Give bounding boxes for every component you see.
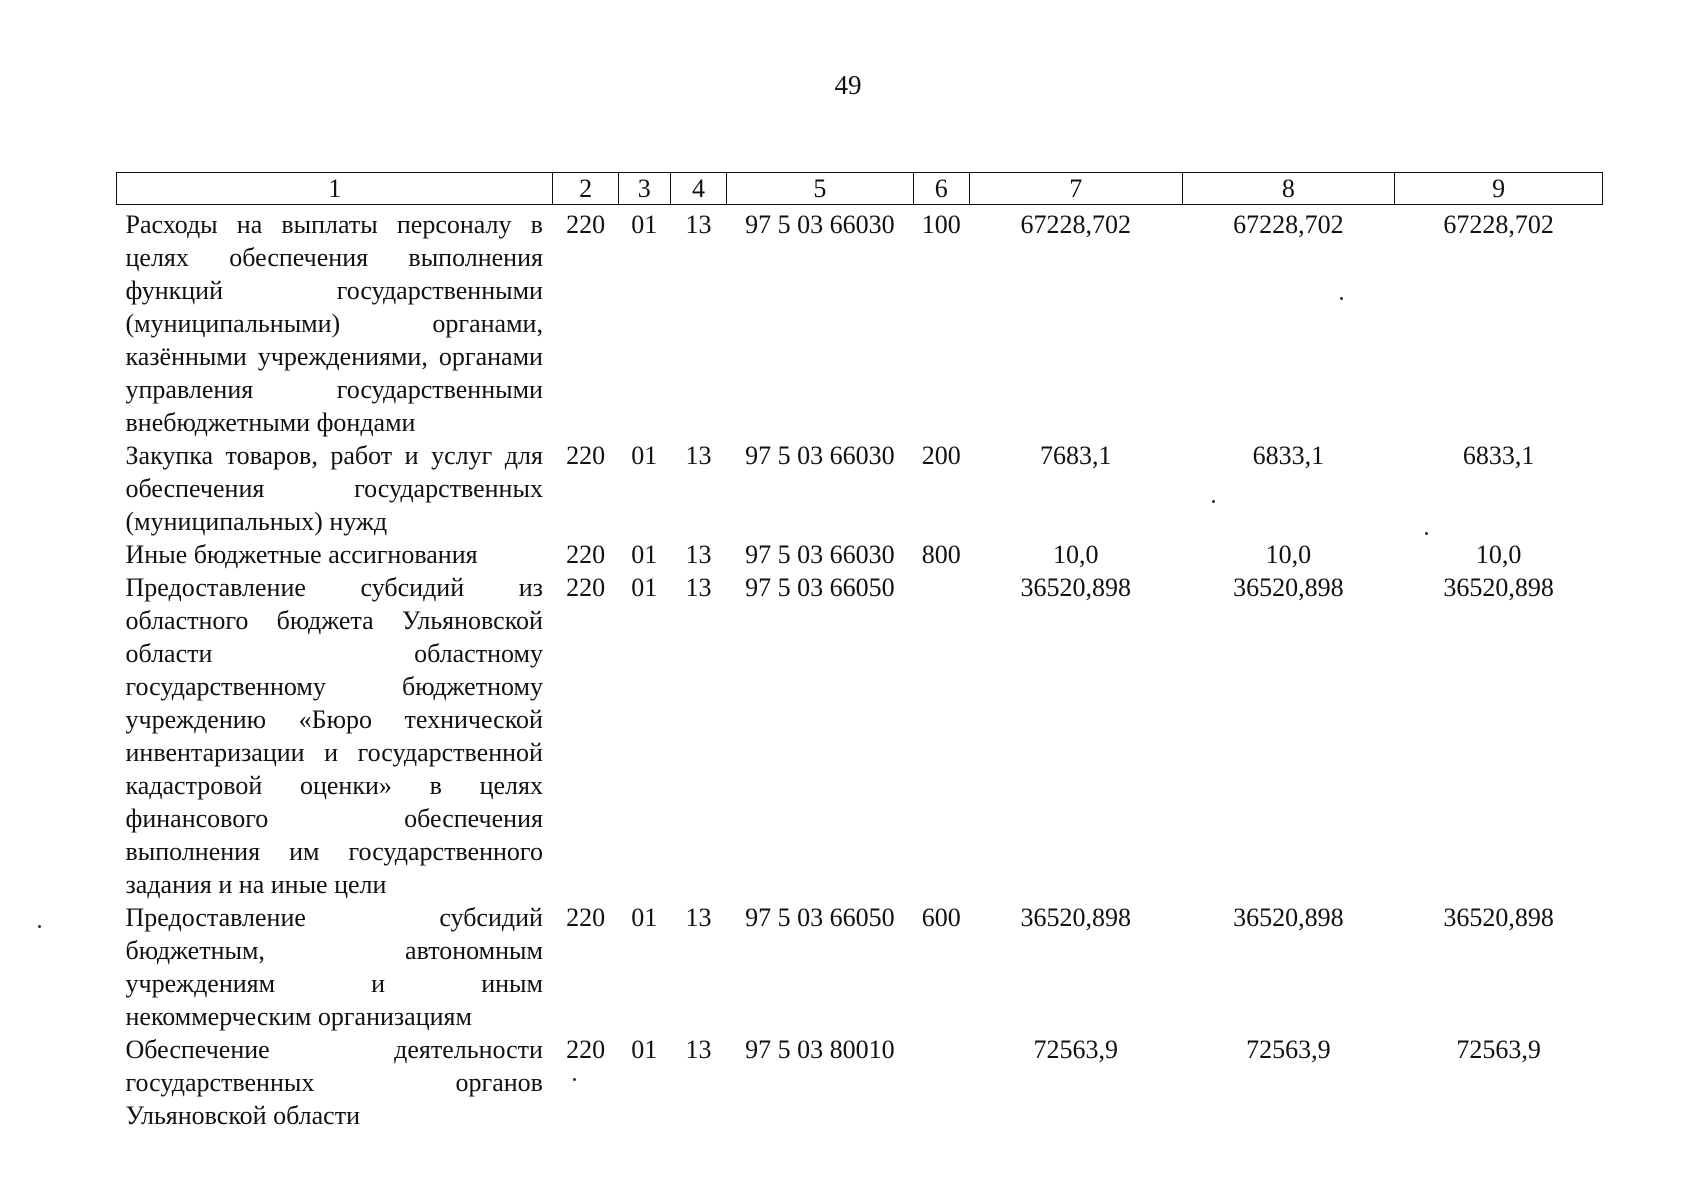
column-header-3: 3	[618, 173, 670, 205]
scan-speck	[1212, 500, 1215, 503]
cell-col8: 36520,898	[1233, 573, 1344, 602]
cell-col6: 800	[921, 540, 961, 569]
column-header-4: 4	[670, 173, 726, 205]
cell-col3: 01	[631, 441, 658, 470]
table-body	[117, 205, 1603, 1133]
row-name: Обеспечение деятельности государственных органов Ульяновской области	[125, 1035, 543, 1130]
cell-col4: 13	[685, 210, 712, 239]
cell-col5: 97 5 03 66050	[745, 573, 895, 602]
cell-col2: 220	[566, 210, 606, 239]
column-header-1: 1	[117, 173, 553, 205]
scan-speck	[38, 925, 41, 928]
cell-col9: 6833,1	[1462, 441, 1535, 470]
cell-col9: 36520,898	[1443, 903, 1554, 932]
cell-col7: 7683,1	[1039, 441, 1112, 470]
table-header	[117, 173, 1603, 205]
column-header-9: 9	[1395, 173, 1603, 205]
cell-col5: 97 5 03 66050	[745, 903, 895, 932]
cell-col3: 01	[631, 210, 658, 239]
cell-col8: 36520,898	[1233, 903, 1344, 932]
cell-col6	[913, 1033, 969, 1132]
cell-col2: 220	[566, 540, 606, 569]
cell-col5: 97 5 03 66030	[745, 441, 895, 470]
cell-col5: 97 5 03 66030	[745, 540, 895, 569]
cell-col2: 220	[566, 441, 606, 470]
cell-col7: 36520,898	[1020, 573, 1131, 602]
table-row	[117, 205, 1603, 440]
cell-col7: 36520,898	[1020, 903, 1131, 932]
cell-col5: 97 5 03 66030	[745, 210, 895, 239]
column-header-7: 7	[969, 173, 1182, 205]
column-header-2: 2	[553, 173, 618, 205]
cell-col2: 220	[566, 903, 606, 932]
header-row	[117, 173, 1603, 205]
cell-col2: 220	[566, 1035, 606, 1064]
cell-col6: 200	[921, 441, 961, 470]
row-name: Предоставление субсидий из областного бюджета Ульяновской области областному государственному бюджетному учреждению «Бюро технической инвентаризации и государственной кадастровой оценки» в целях финансового обеспечения выполнения им государственного задания и на иные цели	[125, 573, 543, 899]
cell-col3: 01	[631, 1035, 658, 1064]
cell-col9: 36520,898	[1443, 573, 1554, 602]
cell-col4: 13	[685, 1035, 712, 1064]
table-row	[117, 439, 1603, 538]
cell-col4: 13	[685, 573, 712, 602]
cell-col7: 67228,702	[1020, 210, 1131, 239]
scan-speck	[1340, 297, 1343, 300]
cell-col6: 100	[921, 210, 961, 239]
cell-col8: 6833,1	[1252, 441, 1325, 470]
cell-col6: 600	[921, 903, 961, 932]
cell-col6	[913, 571, 969, 901]
table-row	[117, 901, 1603, 1033]
scan-speck	[573, 1078, 576, 1081]
cell-col7: 10,0	[1052, 540, 1099, 569]
table-row	[117, 538, 1603, 571]
cell-col4: 13	[685, 540, 712, 569]
column-header-5: 5	[727, 173, 914, 205]
cell-col5: 97 5 03 80010	[745, 1035, 895, 1064]
cell-col4: 13	[685, 441, 712, 470]
cell-col8: 67228,702	[1233, 210, 1344, 239]
budget-table	[116, 172, 1603, 1132]
cell-col4: 13	[685, 903, 712, 932]
table-row	[117, 571, 1603, 901]
column-header-6: 6	[913, 173, 969, 205]
cell-col8: 72563,9	[1246, 1035, 1331, 1064]
cell-col2: 220	[566, 573, 606, 602]
cell-col9: 67228,702	[1443, 210, 1554, 239]
cell-col3: 01	[631, 540, 658, 569]
cell-col7: 72563,9	[1033, 1035, 1118, 1064]
row-name: Предоставление субсидий бюджетным, автономным учреждениям и иным некоммерческим организациям	[125, 903, 543, 1031]
cell-col8: 10,0	[1265, 540, 1312, 569]
row-name: Иные бюджетные ассигнования	[125, 540, 478, 569]
page-number: 49	[834, 70, 862, 100]
column-header-8: 8	[1182, 173, 1395, 205]
cell-col3: 01	[631, 903, 658, 932]
cell-col3: 01	[631, 573, 658, 602]
row-name: Расходы на выплаты персоналу в целях обеспечения выполнения функций государственными (муниципальными) органами, казёнными учреждениями, органами управления государственными внебюджетными фондами	[125, 210, 543, 437]
scan-speck	[1425, 532, 1428, 535]
cell-col9: 10,0	[1475, 540, 1522, 569]
cell-col9: 72563,9	[1456, 1035, 1541, 1064]
row-name: Закупка товаров, работ и услуг для обеспечения государственных (муниципальных) нужд	[125, 441, 543, 536]
table-row	[117, 1033, 1603, 1132]
